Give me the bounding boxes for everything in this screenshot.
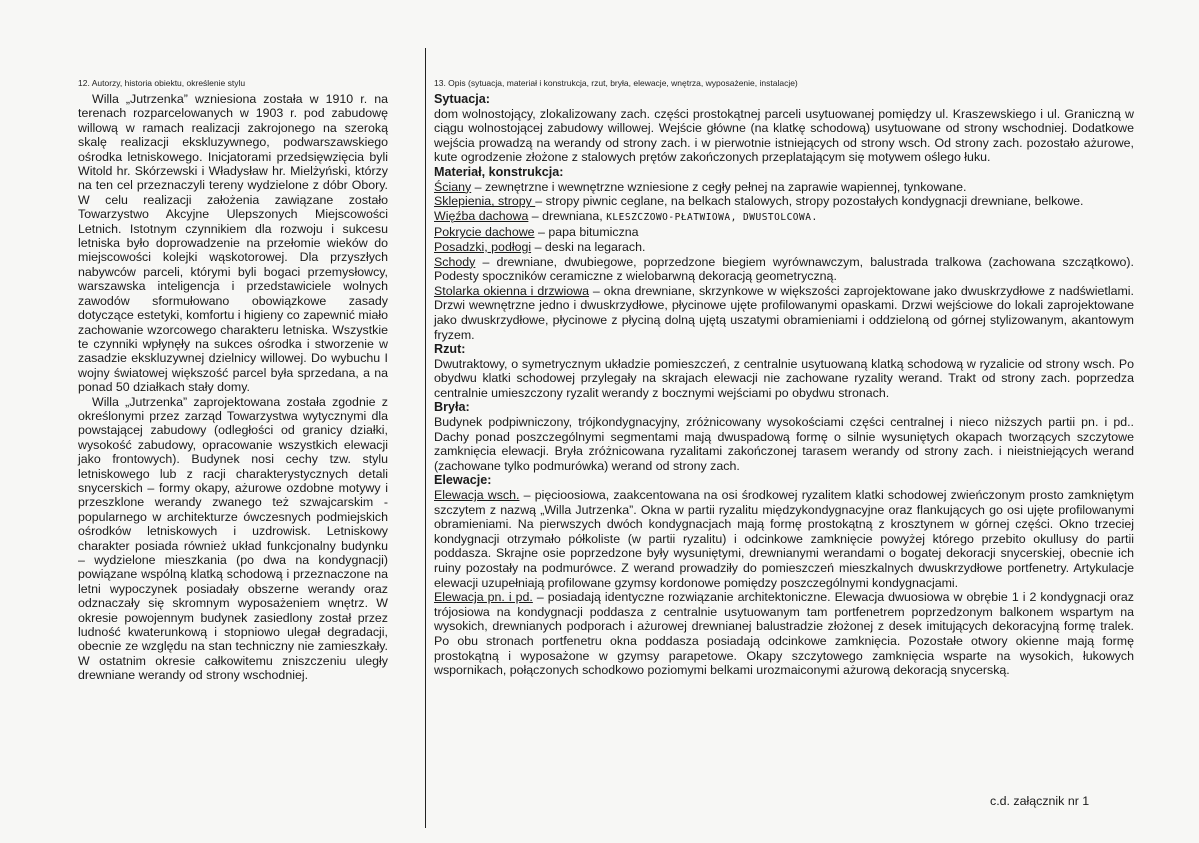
elewacja-pn-label: Elewacja pn. i pd. bbox=[434, 590, 533, 605]
schody-text: – drewniane, dwubiegowe, poprzedzone biegiem wyrównawczym, balustrada tralkowa (zachowana szczątkowo). Podesty spoczników ceramiczne z wielobarwną dekoracją geometryczną. bbox=[434, 254, 1134, 284]
posadzki-line bbox=[434, 240, 1134, 255]
elewacja-pn-text: – posiadają identyczne rozwiązanie architektoniczne. Elewacja dwuosiowa w obrębie 1 i 2 kondygnacji oraz trójosiowa na kondygnacji poddasza z centralnie usytuowanym tam portfenetrem poprzedzonym balkonem wspartym na wysokich, drewnianych podporach i ażurowej drewnianej balustradzie złożonej z desek imitujących dekoracyjną formę tralek. Po obu stronach portfenetru okna poddasza posiadają odcinkowe zamknięcia. Pozostałe otwory okienne mają formę prostokątną i wyposażone w gzymsy parapetowe. Okapy szczytowego zamknięcia wsparte na wysokich, łukowych wspornikach, połączonych schodkowo poziomymi belkami urozmaiconymi ażurową dekoracją snycerską. bbox=[434, 590, 1134, 678]
right-column bbox=[434, 78, 1134, 678]
sciany-label: Ściany bbox=[434, 179, 472, 194]
attachment-note: c.d. załącznik nr 1 bbox=[990, 794, 1090, 808]
history-paragraph: Willa „Jutrzenka” wzniesiona została w 1910 r. na terenach rozparcelowanych w 1903 r. pod zabudowę willową w ramach realizacji zakrojonego na szeroką skalę realizacji ekskluzywnego, podwarszawskiego ośrodka letniskowego. Inicjatorami przedsięwzięcia byli Witold hr. Skórzewski i Władysław hr. Mielżyński, którzy na ten cel przeznaczyli tereny wydzielone z dóbr Obory. W celu realizacji założenia zawiązane zostało Towarzystwo Akcyjne Ulepszonych Miejscowości Letnich. Istotnym czynnikiem dla rozwoju i sukcesu letniska było doprowadzenie na przełomie wieków do miejscowości kolejki wąskotorowej. Dla przyszłych nabywców parceli, którymi byli bogaci przemysłowcy, warszawska inteligencja i przedstawiciele wolnych zawodów sformułowano obowiązkowe zasady dotyczące estetyki, komfortu i higieny co zapewnić miało zachowanie wzorcowego charakteru letniska. Wszystkie te czynniki wpłynęły na sukces ośrodka i stworzenie w zasadzie ekskluzywnej dzielnicy willowej. Do wybuchu I wojny światowej większość parcel była sprzedana, a na ponad 50 działkach stały domy. bbox=[78, 92, 388, 395]
style-paragraph: Willa „Jutrzenka” zaprojektowana została zgodnie z określonymi przez zarząd Towarzystwa wytycznymi dla powstającej zabudowy (odległości od granicy działki, wysokość zabudowy, opracowanie wszystkich elewacji jako frontowych). Budynek nosi cechy tzw. stylu letniskowego lub z racji charakterystycznych detali snycerskich – formy okapy, ażurowe ozdobne motywy i przeszklone werandy zwanego też szwajcarskim - popularnego w architekturze ówczesnych podmiejskich ośrodków letniskowych i uzdrowisk. Letniskowy charakter posiada również układ funkcjonalny budynku – wydzielone mieszkania (po dwa na kondygnacji) powiązane wspólną klatką schodową i przeznaczone na letni wypoczynek posiadały obszerne werandy oraz odznaczały się skromnym wyposażeniem wnętrz. W okresie powojennym budynek zasiedlony został przez ludność kwaterunkową i stopniowo ulegał degradacji, obecnie ze względu na stan techniczny nie zamieszkały. W ostatnim okresie całkowitemu zniszczeniu uległy drewniane werandy od strony wschodniej. bbox=[78, 394, 388, 683]
wiezba-handwritten-note: KLESZCZOWO-PŁATWIOWA, DWUSTOLCOWA. bbox=[606, 211, 818, 223]
elewacje-title: Elewacje: bbox=[434, 473, 492, 488]
posadzki-label: Posadzki, podłogi bbox=[434, 239, 532, 254]
right-section-heading: 13. Opis (sytuacja, materiał i konstrukcja, rzut, bryła, elewacje, wnętrza, wyposażenie, instalacje) bbox=[434, 78, 798, 88]
bryla-text: Budynek podpiwniczony, trójkondygnacyjny, zróżnicowany wysokościami części centralnej i nieco niższych partii pn. i pd.. Dachy ponad poszczególnymi segmentami mają dwuspadową formę o silnie wysuniętych okapach tworzących szczytowe zamknięcia elewacji. Bryła zróżnicowana ryzalitami zakończonej tarasem werandy od strony zach. i nieistniejących werand (zachowane tylko podmurówka) werand od strony zach. bbox=[434, 415, 1134, 473]
pokrycie-text: – papa bitumiczna bbox=[534, 225, 639, 240]
bryla-title: Bryła: bbox=[434, 400, 470, 415]
sytuacja-text: dom wolnostojący, zlokalizowany zach. części prostokątnej parceli usytuowanej pomiędzy ul. Kraszewskiego i ul. Graniczną w ciągu wolnostojącej zabudowy willowej. Wejście główne (na klatkę schodową) usytuowane od strony wschodniej. Dodatkowe wejścia prowadzą na werandy od strony zach. i w pierwotnie istniejących od strony wsch. Od strony zach. pozostało ażurowe, kute ogrodzenie złożone z stalowych prętów zakończonych przeplatającym się motywem oślego łuku. bbox=[434, 106, 1134, 165]
sklepienia-line bbox=[434, 194, 1134, 209]
sciany-text: – zewnętrzne i wewnętrzne wzniesione z cegły pełnej na zaprawie wapiennej, tynkowane. bbox=[471, 179, 967, 194]
wiezba-text: – drewniana, bbox=[528, 208, 607, 223]
elewacja-wsch-text: – pięcioosiowa, zaakcentowana na osi środkowej ryzalitem klatki schodowej zwieńczonym prosto zamkniętym szczytem z nazwą „Willa Jutrzenka”. Okna w partii ryzalitu międzykondygnacyjne oraz flankujących go osi ujęte profilowanymi obramieniami. Na pierwszych dwóch kondygnacjach mają formę prostokątną z krosztynem w górnej części. Okno trzeciej kondygnacji otrzymało półkoliste (w partii ryzalitu) i odcinkowe zamknięcie powyżej którego przebito okullusy do partii poddasza. Skrajne osie poprzedzone były wysuniętymi, drewnianymi werandami o bogatej dekoracji snycerskiej, obecnie ich ruiny pozostały na podmurówce. Z werand prowadziły do pomieszczeń mieszkalnych dwuskrzydłowe portfenetry. Artykulacje elewacji uzupełniają profilowane gzymsy kordonowe pomiędzy poszczególnymi kondygnacjami. bbox=[434, 488, 1134, 590]
elewacja-wsch-label: Elewacja wsch. bbox=[434, 488, 520, 503]
stolarka-text: – okna drewniane, skrzynkowe w większości zaprojektowane jako dwuskrzydłowe z nadświetlami. Drzwi wewnętrzne jedno i dwuskrzydłowe, płycinowe ujęte profilowanymi opaskami. Drzwi wejściowe do lokali zaprojektowane jako dwuskrzydłowe, płycinowe z płyciną dolną ujętą uszatymi obramieniami i oddzieloną od górnej stylizowanym, akantowym fryzem. bbox=[434, 283, 1134, 342]
sklepienia-text: – stropy piwnic ceglane, na belkach stalowych, stropy pozostałych kondygnacji drewniane, belkowe. bbox=[535, 194, 1084, 209]
wiezba-line bbox=[434, 209, 1134, 226]
posadzki-text: – deski na legarach. bbox=[531, 239, 646, 254]
left-section-heading: 12. Autorzy, historia obiektu, określenie stylu bbox=[78, 78, 246, 88]
elewacja-pn-line bbox=[434, 590, 1134, 678]
pokrycie-label: Pokrycie dachowe bbox=[434, 225, 535, 240]
sciany-line bbox=[434, 180, 1134, 195]
wiezba-label: Więźba dachowa bbox=[434, 208, 529, 223]
sklepienia-label: Sklepienia, stropy bbox=[434, 194, 536, 209]
stolarka-line bbox=[434, 284, 1134, 342]
rzut-text: Dwutraktowy, o symetrycznym układzie pomieszczeń, z centralnie usytuowaną klatką schodową w ryzalicie od strony wsch. Po obydwu klatki schodowej przylegały na skrajach elewacji nie zachowane ryzality werand. Trakt od strony zach. poprzedza centralnie umieszczony ryzalit werandy z bocznymi wejściami po obydwu stronach. bbox=[434, 356, 1134, 400]
material-title: Materiał, konstrukcja: bbox=[434, 164, 564, 179]
sytuacja-title: Sytuacja: bbox=[434, 92, 490, 106]
rzut-title: Rzut: bbox=[434, 342, 466, 357]
stolarka-label: Stolarka okienna i drzwiowa bbox=[434, 283, 589, 298]
left-column bbox=[78, 78, 388, 683]
column-divider bbox=[425, 48, 426, 828]
schody-label: Schody bbox=[434, 254, 476, 269]
schody-line bbox=[434, 255, 1134, 284]
pokrycie-line bbox=[434, 225, 1134, 240]
elewacja-wsch-line bbox=[434, 488, 1134, 590]
